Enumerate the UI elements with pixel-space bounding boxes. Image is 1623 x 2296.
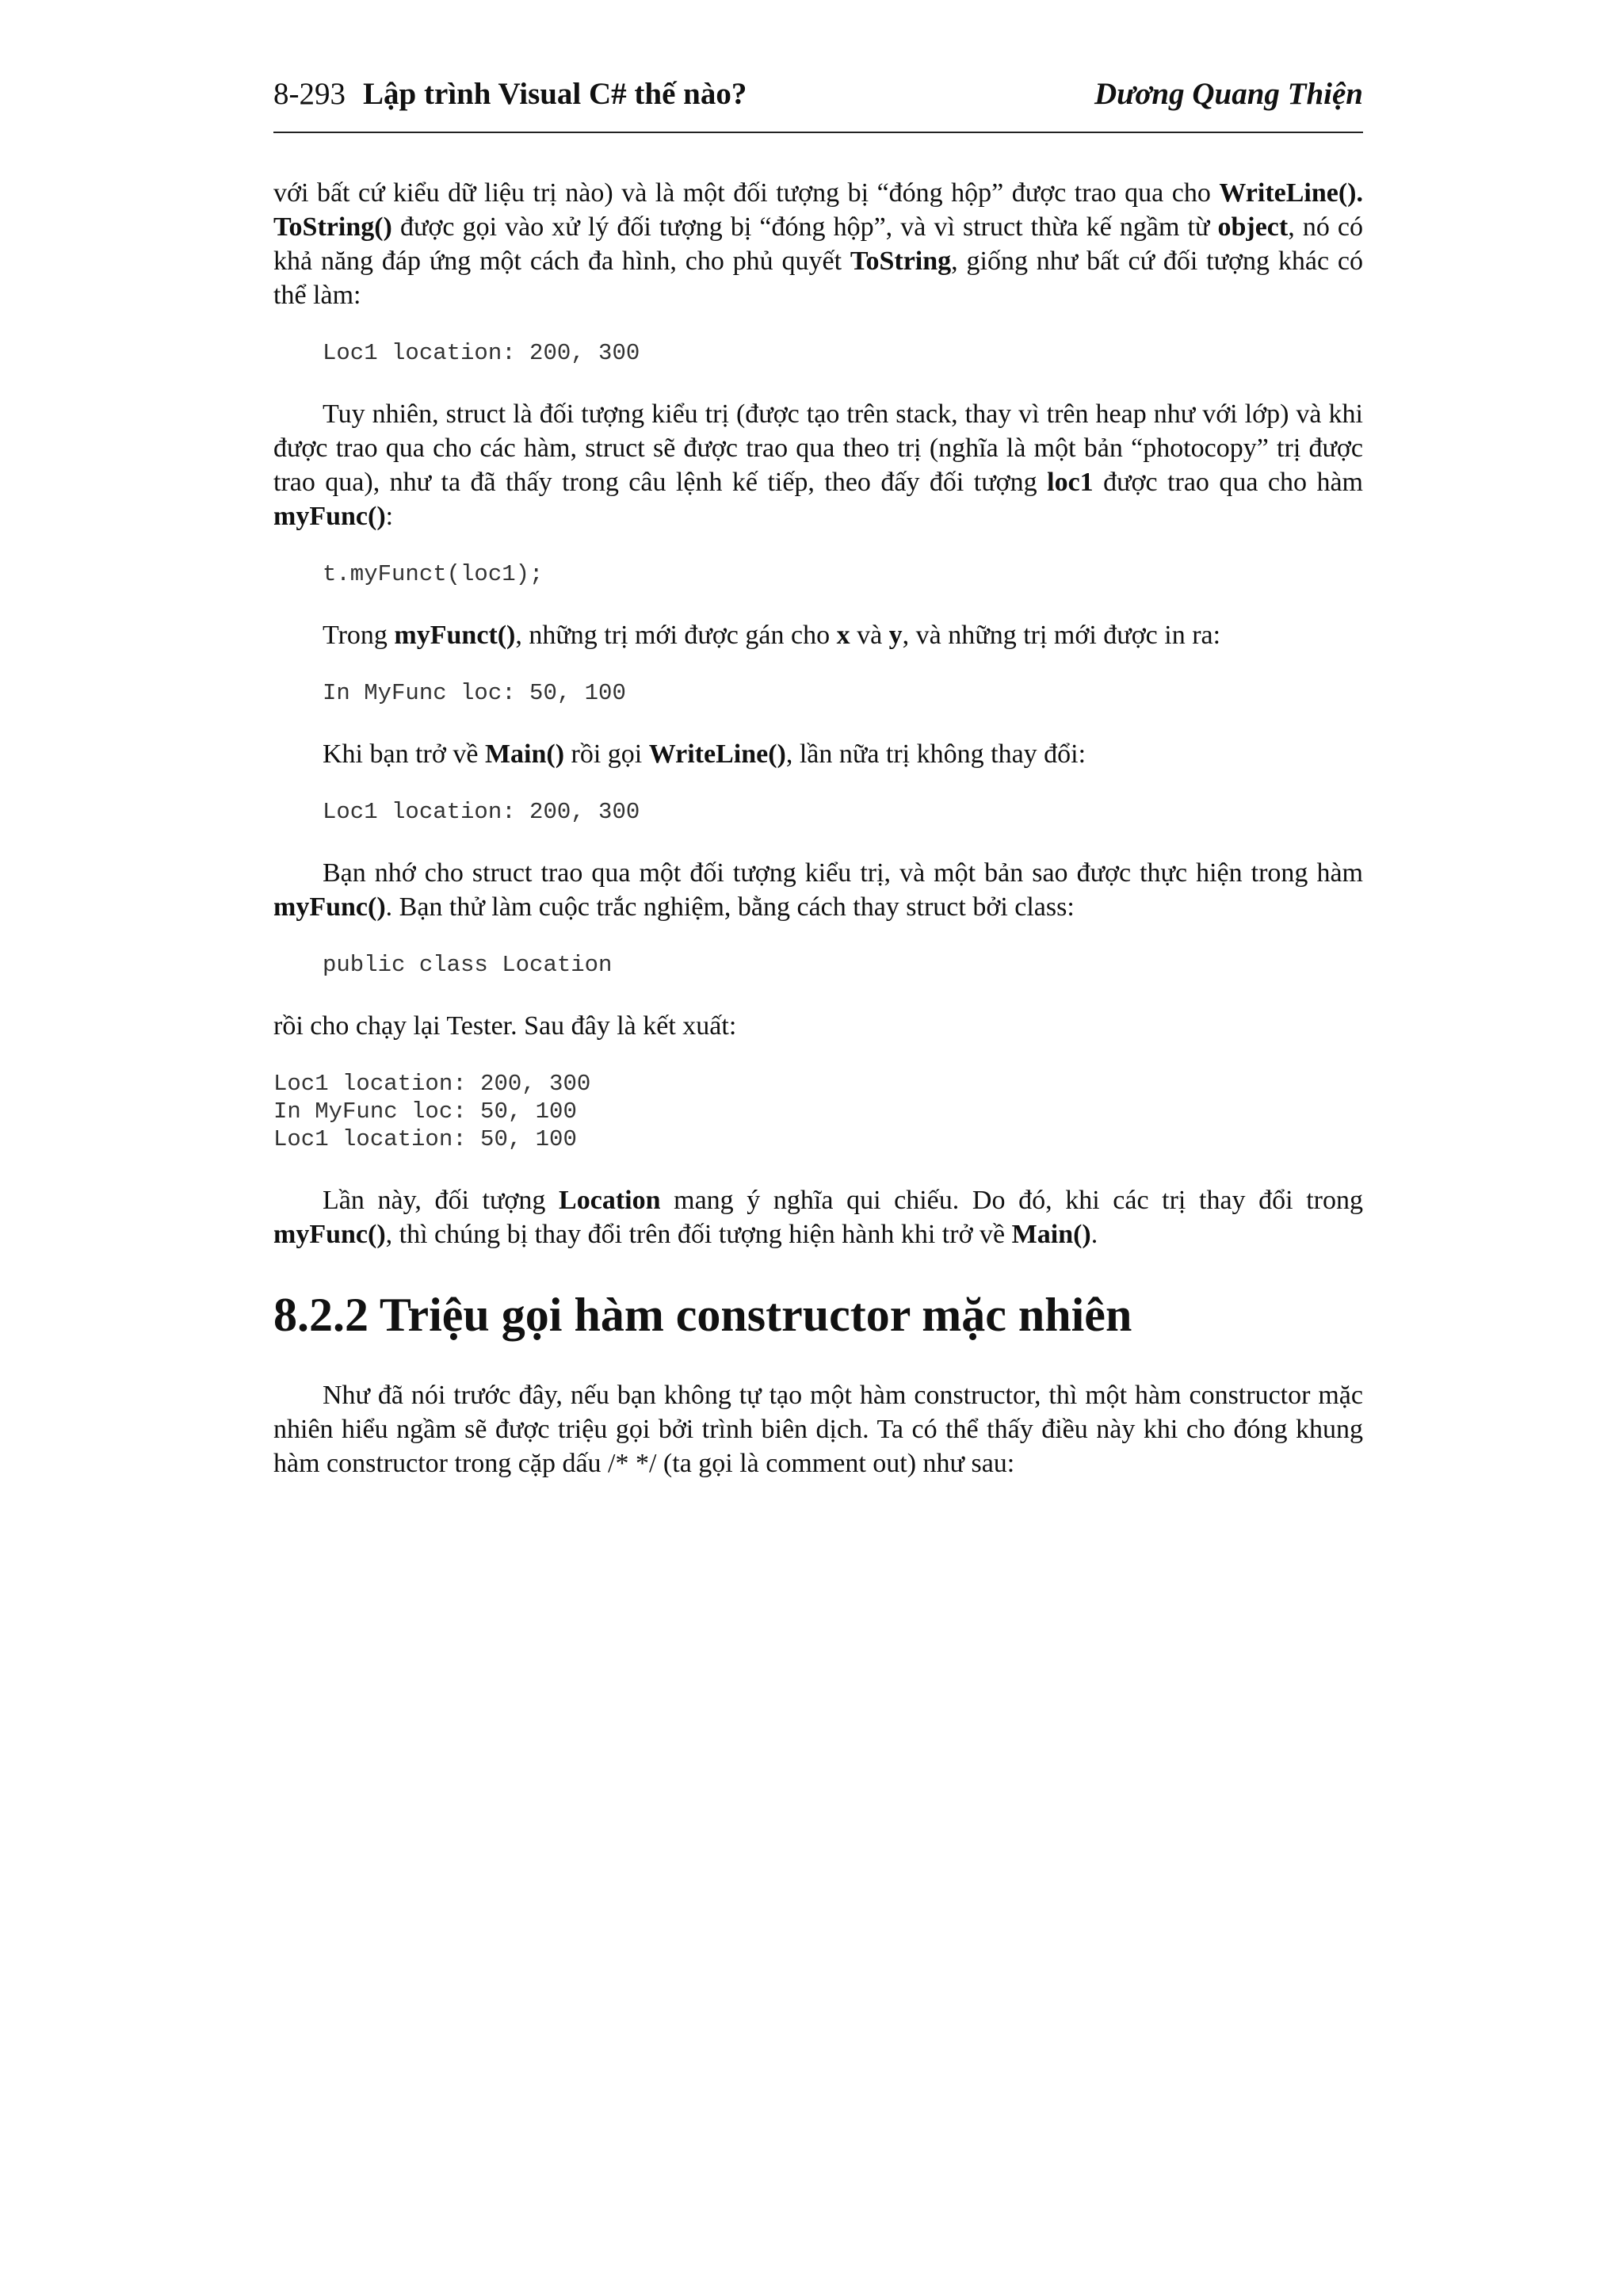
- bold-term: object: [1217, 212, 1289, 242]
- code-line: In MyFunc loc: 50, 100: [273, 1098, 577, 1125]
- bold-term: Main(): [1011, 1220, 1091, 1249]
- text-run: Tuy nhiên, struct là đối tượng kiểu trị (được tạo trên stack, thay vì trên heap như với lớp) và khi được trao qua cho các hàm, struct sẽ được trao qua theo trị (nghĩa là một bản “photocopy” trị được trao qua), như ta đã thấy trong câu lệnh kế tiếp, theo đấy đối tượng: [273, 399, 1363, 497]
- paragraph-1: [273, 176, 1363, 312]
- bold-term: y: [888, 621, 903, 650]
- text-run: , và những trị mới được in ra:: [902, 621, 1221, 650]
- bold-term: myFunc(): [273, 892, 386, 922]
- paragraph-4: [273, 737, 1363, 771]
- paragraph-8: Như đã nói trước đây, nếu bạn không tự tạo một hàm constructor, thì một hàm constructor mặc nhiên hiểu ngầm sẽ được triệu gọi bởi trình biên dịch. Ta có thể thấy điều này khi cho đóng khung hàm constructor trong cặp dấu /* */ (ta gọi là comment out) như sau:: [273, 1381, 1363, 1478]
- page-number: 8-293: [273, 77, 346, 111]
- paragraph-5: [273, 856, 1363, 924]
- paragraph-7: [273, 1183, 1363, 1251]
- bold-term: WriteLine(). ToString(): [273, 178, 1363, 242]
- bold-term: ToString: [850, 246, 952, 276]
- text-run: .: [1090, 1220, 1098, 1249]
- code-line: Loc1 location: 50, 100: [273, 1126, 577, 1152]
- code-snippet-5: public class Location: [323, 952, 613, 978]
- header-left: [273, 76, 747, 112]
- paragraph-3: [273, 618, 1363, 652]
- code-snippet-3: In MyFunc loc: 50, 100: [323, 680, 626, 706]
- text-run: , thì chúng bị thay đổi trên đối tượng hiện hành khi trở về: [385, 1220, 1012, 1249]
- text-run: :: [385, 502, 394, 531]
- code-snippet-2: t.myFunct(loc1);: [323, 561, 544, 587]
- text-run: được gọi vào xử lý đối tượng bị “đóng hộp”, và vì struct thừa kế ngầm từ: [391, 212, 1218, 242]
- text-run: Trong: [323, 621, 395, 650]
- text-run: được trao qua cho hàm: [1093, 468, 1364, 497]
- text-run: , giống như bất cứ đối tượng khác có thể làm:: [273, 246, 1363, 310]
- code-output-block: [273, 1070, 1363, 1153]
- text-run: Khi bạn trở về: [323, 739, 485, 769]
- code-line: Loc1 location: 200, 300: [273, 1071, 591, 1097]
- text-run: Bạn nhớ cho struct trao qua một đối tượng kiểu trị, và một bản sao được thực hiện trong hàm: [323, 858, 1363, 888]
- text-run: với bất cứ kiểu dữ liệu trị nào) và là một đối tượng bị “đóng hộp” được trao qua cho: [273, 178, 1220, 208]
- code-snippet-4: Loc1 location: 200, 300: [323, 799, 640, 825]
- text-run: Lần này, đối tượng: [323, 1186, 559, 1215]
- bold-term: WriteLine(): [648, 739, 786, 769]
- text-run: rồi gọi: [564, 739, 649, 769]
- text-run: , nó có khả năng đáp ứng một cách đa hình, cho phủ quyết: [273, 212, 1363, 276]
- text-run: . Bạn thử làm cuộc trắc nghiệm, bằng cách thay struct bởi class:: [385, 892, 1075, 922]
- section-heading: 8.2.2 Triệu gọi hàm constructor mặc nhiên: [273, 1289, 1132, 1341]
- page-header: [273, 76, 1363, 133]
- bold-term: Location: [559, 1186, 661, 1215]
- bold-term: myFunct(): [394, 621, 516, 650]
- code-snippet-1: Loc1 location: 200, 300: [323, 340, 640, 366]
- page-content: [273, 176, 1363, 1480]
- bold-term: loc1: [1047, 468, 1094, 497]
- book-title: Lập trình Visual C# thế nào?: [363, 77, 747, 111]
- bold-term: Main(): [484, 739, 565, 769]
- paragraph-6: rồi cho chạy lại Tester. Sau đây là kết xuất:: [273, 1011, 737, 1041]
- author-name: Dương Quang Thiện: [1094, 77, 1363, 111]
- text-run: mang ý nghĩa qui chiếu. Do đó, khi các trị thay đổi trong: [660, 1186, 1364, 1215]
- paragraph-2: [273, 397, 1363, 533]
- document-page: [273, 76, 1363, 1507]
- bold-term: myFunc(): [273, 502, 386, 531]
- bold-term: myFunc(): [273, 1220, 386, 1249]
- text-run: , lần nữa trị không thay đổi:: [785, 739, 1086, 769]
- bold-term: x: [836, 621, 850, 650]
- text-run: và: [850, 621, 889, 650]
- text-run: , những trị mới được gán cho: [515, 621, 837, 650]
